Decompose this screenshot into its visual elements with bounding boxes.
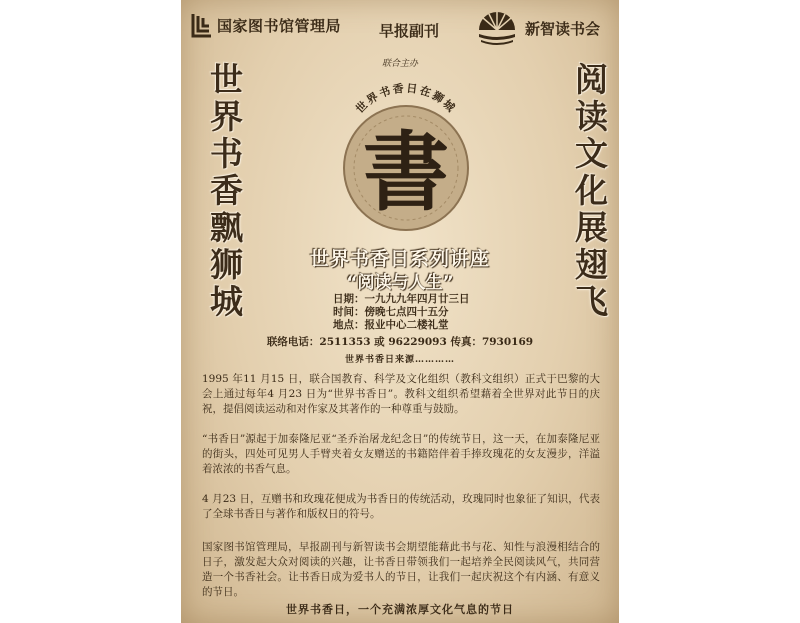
- book-fan-icon: [475, 6, 519, 50]
- right-vertical-title: 阅读文化展翅飞: [570, 62, 609, 321]
- poster: [181, 0, 619, 623]
- contact-info: 联络电话：2511353 或 96229093 传真：7930169: [266, 336, 534, 348]
- paragraph-organizers: 国家图书馆管理局，早报副刊与新智读书会期望能藉此书与花、知性与浪漫相结合的日子，激发起大众对阅读的兴趣，让书香日带领我们一起培养全民阅读风气，共同营造一个书香社会。让书香日成为爱书人的节日，让我们一起庆祝这个有内涵、有意义的节日。: [202, 541, 600, 598]
- newspaper-name: 早报副刊: [379, 22, 440, 40]
- event-venue: 地点：报业中心二楼礼堂: [333, 319, 449, 331]
- club-logo: [475, 6, 600, 50]
- paragraph-history: 1995 年11 月15 日，联合国教育、科学及文化组织（教科文组织）正式于巴黎的大会上通过每年4 月23 日为“世界书香日”。教科文组织希望藉着全世界对此节日的庆祝，提倡阅读运动和对作家及其著作的一种尊重与鼓励。: [202, 373, 600, 415]
- co-host-label: 联合主办: [381, 59, 418, 69]
- origin-heading: 世界书香日来源…………: [344, 355, 455, 365]
- library-name: 国家图书馆管理局: [217, 16, 342, 35]
- footer-slogan: 世界书香日，一个充满浓厚文化气息的节日: [286, 603, 514, 616]
- world-book-day-seal: [306, 72, 506, 232]
- seal-character: 書: [363, 122, 449, 223]
- paragraph-tradition: 4 月23 日，互赠书和玫瑰花便成为书香日的传统活动，玫瑰同时也象征了知识，代表了全球书香日与著作和版权日的符号。: [202, 493, 600, 520]
- library-emblem-icon: [191, 12, 213, 38]
- lecture-series-title: 世界书香日系列讲座: [309, 248, 490, 270]
- club-name: 新智读书会: [525, 19, 601, 38]
- lecture-subtitle: “阅读与人生”: [346, 273, 454, 293]
- library-logo: [191, 12, 341, 38]
- seal-arc-text: 世界书香日在狮城: [353, 81, 459, 116]
- event-time: 时间：傍晚七点四十五分: [333, 306, 449, 318]
- left-vertical-title: 世界书香飘狮城: [205, 62, 244, 321]
- event-date: 日期：一九九九年四月廿三日: [333, 293, 470, 305]
- event-info: [333, 293, 470, 332]
- paragraph-catalonia: “书香日”源起于加泰隆尼亚“圣乔治屠龙纪念日”的传统节日，这一天，在加泰隆尼亚的街头，四处可见男人手臂夹着女友赠送的书籍陪伴着手捧玫瑰花的女友漫步，洋溢着浓浓的书香气息。: [202, 433, 600, 475]
